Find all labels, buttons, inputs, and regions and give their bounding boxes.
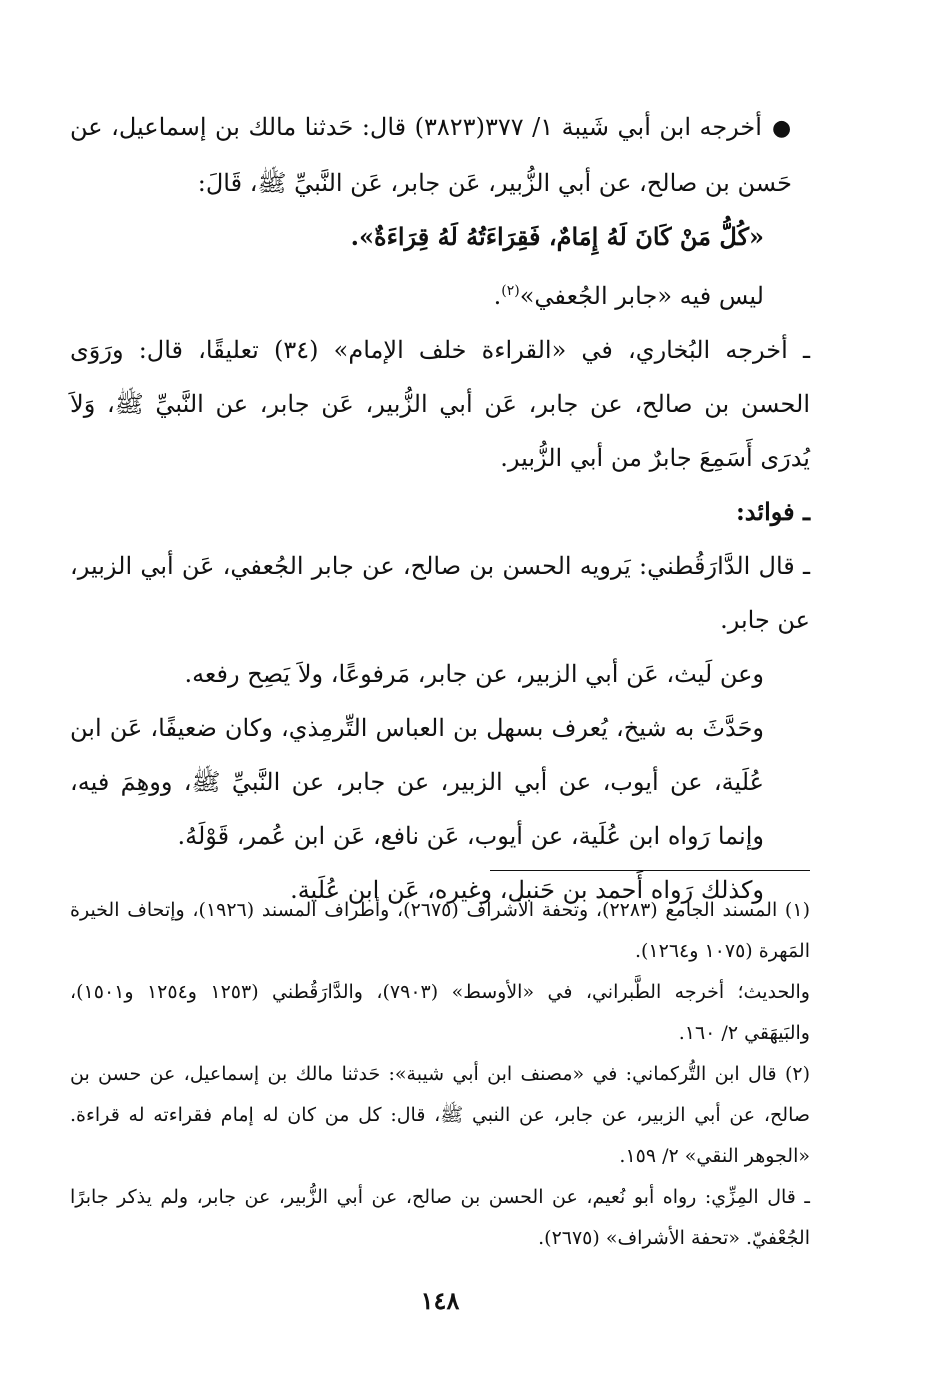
paragraph-6: ـ قال الدَّارَقُطني: يَرويه الحسن بن صالح، عن جابر الجُعفي، عَن أبي الزبير، عن جابر. — [70, 552, 810, 634]
page-number: ١٤٨ — [420, 1286, 460, 1315]
hadith-text: «كُلُّ مَنْ كَانَ لَهُ إِمَامٌ، فَقِرَاءَتُهُ لَهُ قِرَاءَةٌ». — [350, 222, 764, 251]
footnote-ref-2: (٢) — [501, 283, 520, 299]
paragraph-4: ـ أخرجه البُخاري، في «القراءة خلف الإمام» (٣٤) تعليقًا، قال: ورَوَى الحسن بن صالح، عن جابر، عَن أبي الزُّبير، عَن جابر، عن النَّبيِّ ﷺ، وَلاَ يُدرَى أَسَمِعَ جابرٌ من أبي الزُّبير. — [70, 336, 810, 472]
paragraph-3 — [70, 264, 810, 323]
main-text — [70, 100, 810, 917]
paragraph-1-text: أخرجه ابن أبي شَيبة ١/ ٣٧٧(٣٨٢٣) قال: حَدثنا مالك بن إسماعيل، عن حَسن بن صالح، عن أبي الزُّبير، عَن جابر، عَن النَّبيِّ ﷺ، قَالَ: — [70, 113, 792, 197]
paragraph-1 — [70, 100, 810, 210]
footnotes — [70, 890, 810, 1259]
footnote-2: (٢) قال ابن التُّركماني: في «مصنف ابن أبي شيبة»: حَدثنا مالك بن إسماعيل، عن حسن بن صالح، عن أبي الزبير، عن جابر، عن النبي ﷺ، قال: كل من كان له إمام فقراءته له قراءة. «الجوهر النقي» ٢/ ١٥٩. — [70, 1063, 810, 1167]
bullet-icon: ● — [771, 116, 792, 141]
section-heading-fawaid: ـ فوائد: — [735, 497, 810, 526]
footnote-2-continued: ـ قال المِزِّي: رواه أبو نُعيم، عن الحسن بن صالح، عن أبي الزُّبير، عن جابر، ولم يذكر جابرًا الجُعْفيّ. «تحفة الأشراف» (٢٦٧٥). — [70, 1186, 810, 1249]
paragraph-3-text: ليس فيه «جابر الجُعفي» — [519, 282, 764, 310]
footnote-1: (١) المسند الجامع (٢٢٨٣)، وتحفة الأشراف (٢٦٧٥)، وأطراف المسند (١٩٢٦)، وإتحاف الخيرة المَهرة (١٠٧٥ و١٢٦٤). — [70, 899, 810, 962]
paragraph-8: وحَدَّثَ به شيخ، يُعرف بسهل بن العباس التِّرمِذي، وكان ضعيفًا، عَن ابن عُلَية، عن أيوب، عن أبي الزبير، عن جابر، عن النَّبيِّ ﷺ، ووهِمَ فيه، وإنما رَواه ابن عُلَية، عن أيوب، عَن نافع، عَن ابن عُمر، قَوْلَهُ. — [70, 714, 764, 850]
footnote-1-continued: والحديث؛ أخرجه الطَّبراني، في «الأوسط» (٧٩٠٣)، والدَّارَقُطني (١٢٥٣ و١٢٥٤ و١٥٠١)، والبَيهَقي ٢/ ١٦٠. — [70, 981, 810, 1044]
book-page — [70, 100, 810, 1315]
paragraph-7: وعن لَيث، عَن أبي الزبير، عن جابر، مَرفوعًا، ولاَ يَصِح رفعه. — [184, 660, 764, 688]
paragraph-9: وكذلك رَواه أَحمد بن حَنبل، وغيره، عَن ابن عُلَية. — [290, 876, 764, 904]
footnote-separator — [490, 870, 810, 871]
paragraph-3-end: . — [493, 282, 502, 310]
